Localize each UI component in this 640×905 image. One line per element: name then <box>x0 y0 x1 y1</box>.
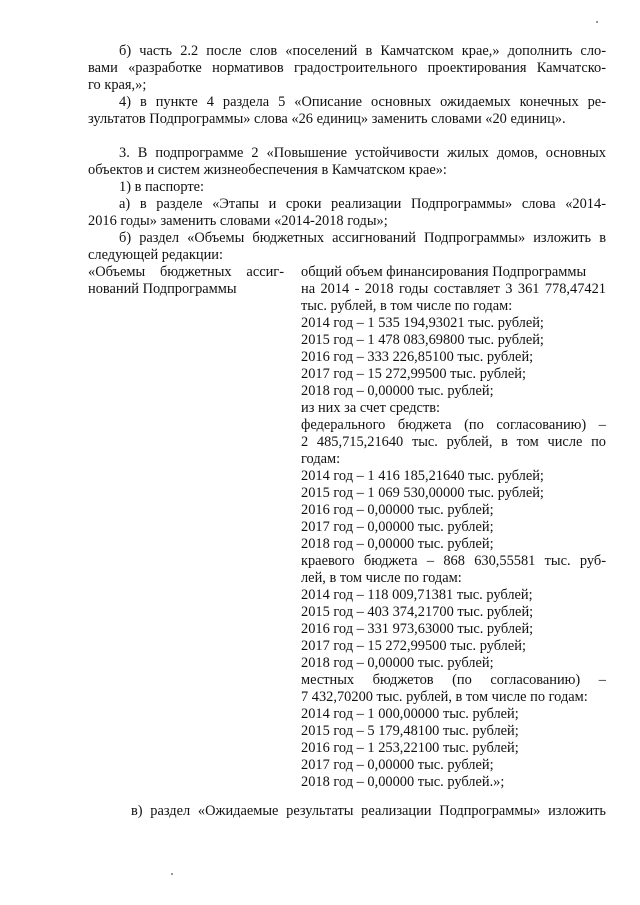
scan-speck <box>596 21 598 23</box>
table-right-cell-line: общий объем финансирования Подпрограммы <box>301 264 587 280</box>
table-right-cell-line: 2015 год – 1 478 083,69800 тыс. рублей; <box>301 332 544 348</box>
table-right-cell-line: 2015 год – 5 179,48100 тыс. рублей; <box>301 723 519 739</box>
paragraph-line: следующей редакции: <box>88 247 223 263</box>
table-right-cell-line: 2015 год – 1 069 530,00000 тыс. рублей; <box>301 485 544 501</box>
table-right-cell-line: 2015 год – 403 374,21700 тыс. рублей; <box>301 604 534 620</box>
table-right-cell-line: местных бюджетов (по согласованию) – <box>301 672 606 688</box>
table-right-cell-line: 2018 год – 0,00000 тыс. рублей; <box>301 655 494 671</box>
table-right-cell-line: 2017 год – 0,00000 тыс. рублей; <box>301 757 494 773</box>
paragraph-line: б) раздел «Объемы бюджетных ассигнований Подпрограммы» изложить в <box>119 230 606 246</box>
table-right-cell-line: годам: <box>301 451 341 467</box>
scan-speck <box>171 873 173 875</box>
table-right-cell-line: 2018 год – 0,00000 тыс. рублей; <box>301 536 494 552</box>
table-right-cell-line: 7 432,70200 тыс. рублей, в том числе по годам: <box>301 689 588 705</box>
paragraph-line: 4) в пункте 4 раздела 5 «Описание основных ожидаемых конечных ре- <box>119 94 606 110</box>
paragraph-line: 3. В подпрограмме 2 «Повышение устойчивости жилых домов, основных <box>119 145 606 161</box>
table-right-cell-line: федерального бюджета (по согласованию) – <box>301 417 606 433</box>
table-right-cell-line: из них за счет средств: <box>301 400 441 416</box>
table-right-cell-line: 2017 год – 15 272,99500 тыс. рублей; <box>301 638 526 654</box>
paragraph-line: вами «разработке нормативов градостроительного проектирования Камчатско- <box>88 60 606 76</box>
table-right-cell-line: 2018 год – 0,00000 тыс. рублей.»; <box>301 774 505 790</box>
table-right-cell-line: 2016 год – 331 973,63000 тыс. рублей; <box>301 621 534 637</box>
paragraph-line: 2016 годы» заменить словами «2014-2018 годы»; <box>88 213 388 229</box>
table-right-cell-line: 2017 год – 15 272,99500 тыс. рублей; <box>301 366 526 382</box>
paragraph-line: зультатов Подпрограммы» слова «26 единиц» заменить словами «20 единиц». <box>88 111 566 127</box>
table-right-cell-line: 2016 год – 1 253,22100 тыс. рублей; <box>301 740 519 756</box>
table-right-cell-line: 2016 год – 333 226,85100 тыс. рублей; <box>301 349 534 365</box>
paragraph-line: б) часть 2.2 после слов «поселений в Камчатском крае,» дополнить сло- <box>119 43 606 59</box>
paragraph-line: го края,»; <box>88 77 147 93</box>
table-right-cell-line: 2018 год – 0,00000 тыс. рублей; <box>301 383 494 399</box>
paragraph-line: 1) в паспорте: <box>119 179 205 195</box>
paragraph-line: а) в разделе «Этапы и сроки реализации Подпрограммы» слова «2014- <box>119 196 606 212</box>
table-right-cell-line: 2014 год – 1 000,00000 тыс. рублей; <box>301 706 519 722</box>
paragraph-line: объектов и систем жизнеобеспечения в Камчатском крае»: <box>88 162 447 178</box>
table-right-cell-line: 2014 год – 1 416 185,21640 тыс. рублей; <box>301 468 544 484</box>
table-right-cell-line: 2 485,715,21640 тыс. рублей, в том числе по <box>301 434 606 450</box>
table-right-cell-line: тыс. рублей, в том числе по годам: <box>301 298 513 314</box>
table-right-cell-line: 2014 год – 118 009,71381 тыс. рублей; <box>301 587 533 603</box>
table-right-cell-line: краевого бюджета – 868 630,55581 тыс. руб- <box>301 553 606 569</box>
table-right-cell-line: 2016 год – 0,00000 тыс. рублей; <box>301 502 494 518</box>
table-right-cell-line: лей, в том числе по годам: <box>301 570 462 586</box>
table-right-cell-line: на 2014 - 2018 годы составляет 3 361 778,47421 <box>301 281 606 297</box>
paragraph-line: в) раздел «Ожидаемые результаты реализации Подпрограммы» изложить <box>131 803 606 819</box>
table-left-cell-line: «Объемы бюджетных ассиг- <box>88 264 284 280</box>
table-right-cell-line: 2014 год – 1 535 194,93021 тыс. рублей; <box>301 315 544 331</box>
table-right-cell-line: 2017 год – 0,00000 тыс. рублей; <box>301 519 494 535</box>
table-left-cell-line: нований Подпрограммы <box>88 281 237 297</box>
